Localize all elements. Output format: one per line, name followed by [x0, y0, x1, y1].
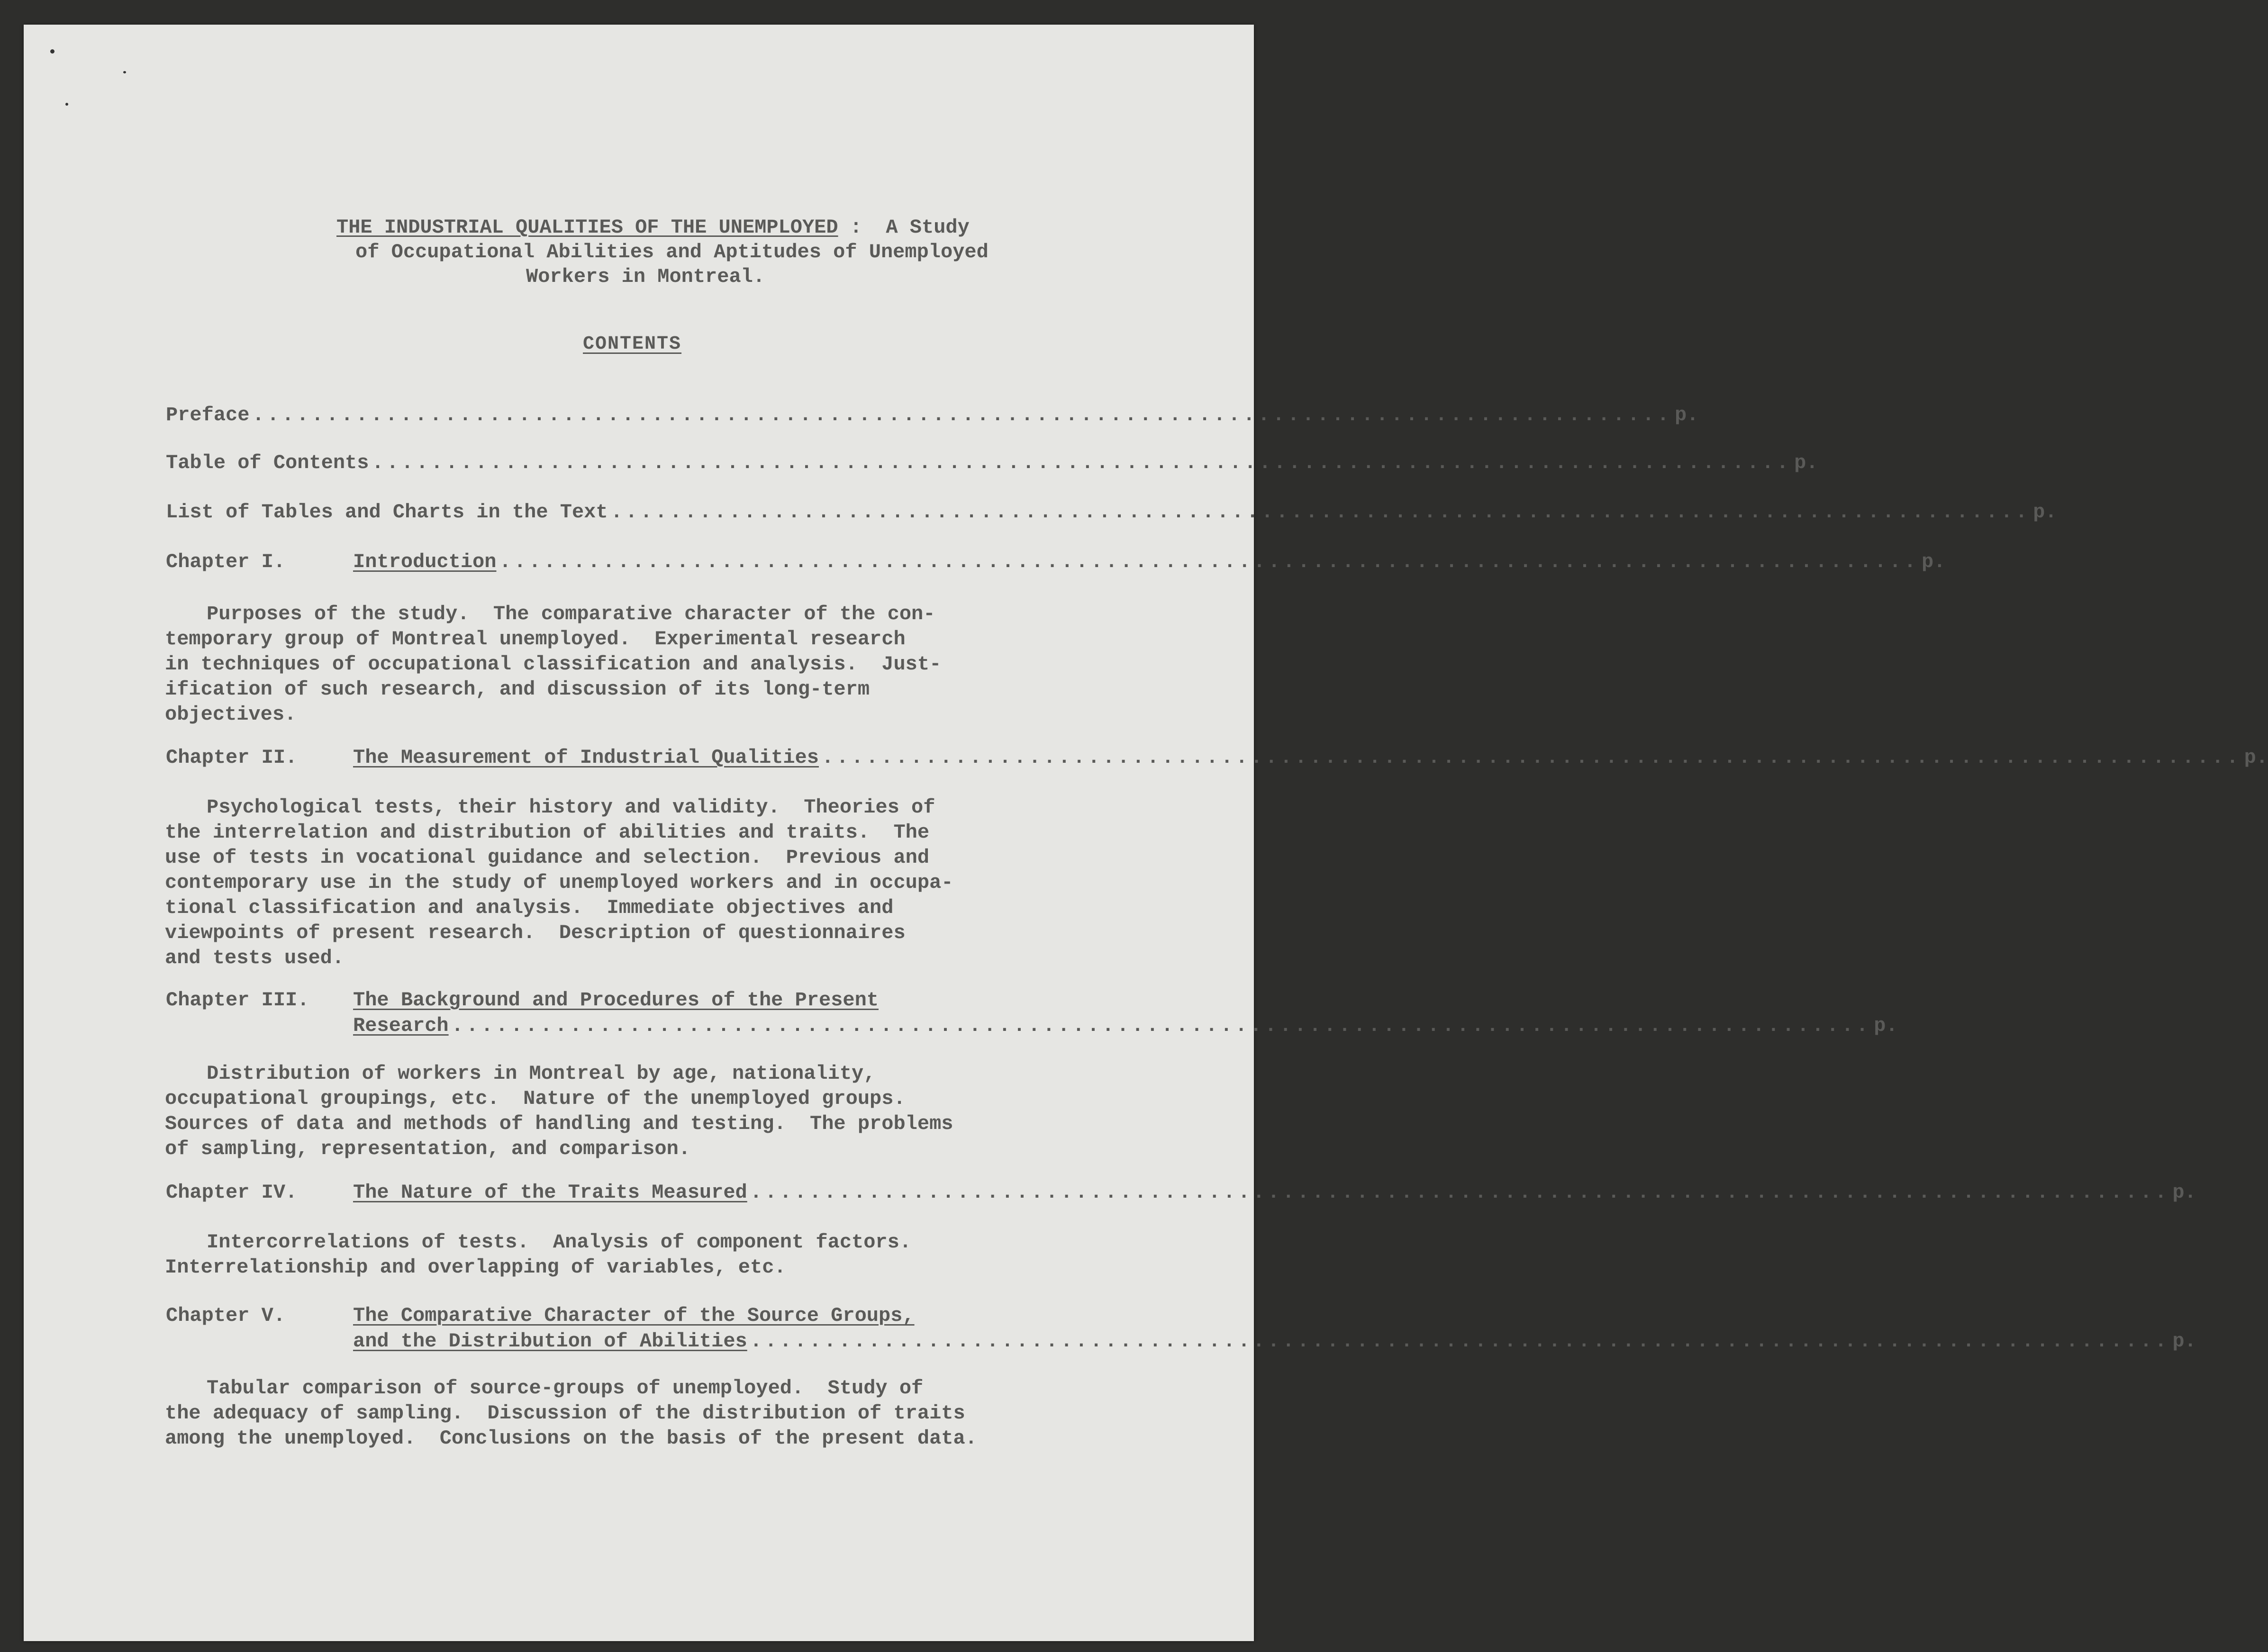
toc-label: List of Tables and Charts in the Text: [166, 501, 608, 524]
dot-leader: ................................................................................................: [750, 1181, 2170, 1204]
chapter-title: The Nature of the Traits Measured: [353, 1181, 747, 1204]
toc-label: Preface: [166, 404, 250, 426]
chapter-5-description: Tabular comparison of source-groups of unemployed. Study of the adequacy of sampling. Discussion of the distribution of traits among the unemployed. Conclusions on the basis of the present data.: [165, 1377, 977, 1450]
toc-entry-chapter-5: [166, 1303, 2196, 1354]
chapter-title-line-1: The Comparative Character of the Source Groups,: [353, 1304, 915, 1327]
chapter-title: Introduction: [353, 551, 497, 573]
chapter-1-description: Purposes of the study. The comparative character of the con- temporary group of Montreal unemployed. Experimental research in techniques of occupational classification and analysis. Just- ification of such research, and discussion of its long-term objectives.: [165, 603, 942, 726]
chapter-title-line-1: The Background and Procedures of the Present: [353, 989, 879, 1011]
toc-entry-chapter-2: [166, 745, 2268, 770]
page-ref: p.: [2033, 501, 2057, 524]
stray-mark: [50, 49, 54, 54]
dot-leader: ................................................................................................: [821, 746, 2241, 769]
toc-entry-list-of-tables: [166, 499, 2057, 525]
chapter-title: The Measurement of Industrial Qualities: [353, 746, 819, 769]
document-page: [24, 25, 2268, 1641]
stray-mark: [65, 103, 68, 106]
toc-entry-preface: [166, 402, 1699, 428]
dot-leader: ................................................................................................: [372, 451, 1792, 474]
page-ref: p.: [1794, 451, 1818, 474]
toc-entry-chapter-1: [166, 549, 1946, 575]
page-ref: p.: [2172, 1181, 2196, 1204]
toc-entry-chapter-3: [166, 987, 1898, 1038]
dot-leader: ................................................................................................: [451, 1014, 1871, 1037]
contents-heading: CONTENTS: [583, 334, 682, 355]
dot-leader: ................................................................................................: [750, 1330, 2170, 1353]
dot-leader: ................................................................................................: [610, 501, 2031, 524]
chapter-title-line-2: and the Distribution of Abilities: [353, 1330, 747, 1353]
dot-leader: ................................................................................................: [252, 404, 1672, 426]
chapter-number: Chapter III.: [166, 989, 309, 1011]
page-ref: p.: [1874, 1014, 1898, 1037]
chapter-4-description: Intercorrelations of tests. Analysis of component factors. Interrelationship and overlapping of variables, etc.: [165, 1231, 912, 1279]
toc-label: Table of Contents: [166, 451, 369, 474]
chapter-2-description: Psychological tests, their history and validity. Theories of the interrelation and distribution of abilities and traits. The use of tests in vocational guidance and selection. Previous and contemporary use in the study of unemployed workers and in occupa- tional classification and analysis. Immediate objectives and viewpoints of present research. Description of questionnaires and tests used.: [165, 796, 953, 969]
page-ref: p.: [1675, 404, 1699, 426]
title-line-2: of Occupational Abilities and Aptitudes of Unemployed: [355, 241, 989, 263]
page-ref: p.: [2172, 1330, 2196, 1353]
title-suffix: : A Study: [838, 216, 970, 239]
chapter-number: Chapter IV.: [166, 1181, 298, 1204]
chapter-number: Chapter I.: [166, 551, 286, 573]
page-ref: p.: [1922, 551, 1946, 573]
title-line-3: Workers in Montreal.: [526, 265, 765, 288]
chapter-number: Chapter II.: [166, 746, 298, 769]
stray-mark: [123, 71, 126, 73]
dot-leader: ................................................................................................: [499, 551, 1919, 573]
chapter-title-line-2: Research: [353, 1014, 449, 1037]
toc-entry-table-of-contents: [166, 450, 1818, 476]
toc-entry-chapter-4: [166, 1180, 2196, 1205]
chapter-3-description: Distribution of workers in Montreal by age, nationality, occupational groupings, etc. Nature of the unemployed groups. Sources of data and methods of handling and testing. The problems of sampling, representation, and comparison.: [165, 1062, 953, 1160]
page-ref: p.: [2244, 746, 2268, 769]
title-main: THE INDUSTRIAL QUALITIES OF THE UNEMPLOYED: [336, 216, 838, 239]
document-title: [336, 215, 1152, 289]
chapter-number: Chapter V.: [166, 1304, 286, 1327]
